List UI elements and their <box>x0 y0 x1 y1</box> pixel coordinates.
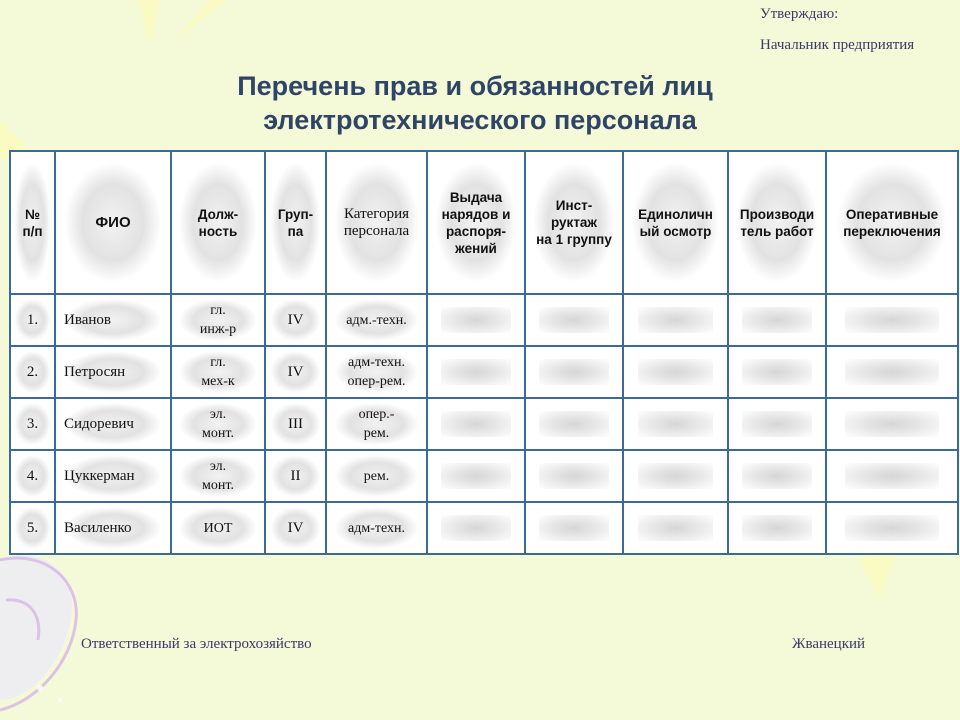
header-position: Долж- ность <box>171 151 265 294</box>
row-work-producer-cell <box>728 398 826 450</box>
row-orders-cell <box>427 502 525 554</box>
row-instruction-cell <box>525 346 623 398</box>
row-group: IV <box>265 502 326 554</box>
row-group: II <box>265 450 326 502</box>
row-name: Петросян <box>55 346 171 398</box>
row-number: 3. <box>10 398 55 450</box>
row-inspection-cell <box>623 398 728 450</box>
table-row <box>10 398 958 450</box>
row-work-producer-cell <box>728 294 826 346</box>
header-work-producer: Производи тель работ <box>728 151 826 294</box>
header-name: ФИО <box>55 151 171 294</box>
row-name: Иванов <box>55 294 171 346</box>
row-switching-cell <box>826 294 958 346</box>
row-category: рем. <box>326 450 427 502</box>
row-work-producer-cell <box>728 346 826 398</box>
header-instruction: Инст- руктаж на 1 группу <box>525 151 623 294</box>
row-category: адм-техн. <box>326 502 427 554</box>
row-group: III <box>265 398 326 450</box>
row-switching-cell <box>826 502 958 554</box>
row-orders-cell <box>427 346 525 398</box>
approval-label: Утверждаю: <box>760 6 839 22</box>
row-category: опер.- рем. <box>326 398 427 450</box>
row-name: Василенко <box>55 502 171 554</box>
row-number: 1. <box>10 294 55 346</box>
header-group: Груп- па <box>265 151 326 294</box>
row-switching-cell <box>826 450 958 502</box>
table-row <box>10 502 958 554</box>
row-group: IV <box>265 294 326 346</box>
row-work-producer-cell <box>728 450 826 502</box>
row-work-producer-cell <box>728 502 826 554</box>
row-instruction-cell <box>525 450 623 502</box>
row-inspection-cell <box>623 450 728 502</box>
row-instruction-cell <box>525 502 623 554</box>
responsible-label: Ответственный за электрохозяйство <box>81 636 312 652</box>
row-category: адм.-техн. <box>326 294 427 346</box>
table-row <box>10 346 958 398</box>
row-position: эл. монт. <box>171 398 265 450</box>
row-position: эл. монт. <box>171 450 265 502</box>
header-category: Категория персонала <box>326 151 427 294</box>
table-row <box>10 450 958 502</box>
personnel-table <box>9 150 959 555</box>
row-inspection-cell <box>623 502 728 554</box>
table-row <box>10 294 958 346</box>
page-title-line1: Перечень прав и обязанностей лиц <box>237 71 713 101</box>
row-name: Цуккерман <box>55 450 171 502</box>
row-inspection-cell <box>623 294 728 346</box>
row-instruction-cell <box>525 398 623 450</box>
row-orders-cell <box>427 450 525 502</box>
page-title-line2: электротехнического персонала <box>263 105 697 135</box>
row-category: адм-техн. опер-рем. <box>326 346 427 398</box>
row-switching-cell <box>826 346 958 398</box>
header-inspection: Единоличн ый осмотр <box>623 151 728 294</box>
row-number: 4. <box>10 450 55 502</box>
header-switching: Оперативные переключения <box>826 151 958 294</box>
header-orders: Выдача нарядов и распоря- жений <box>427 151 525 294</box>
row-orders-cell <box>427 398 525 450</box>
row-position: ИОТ <box>171 502 265 554</box>
row-group: IV <box>265 346 326 398</box>
row-name: Сидоревич <box>55 398 171 450</box>
row-position: гл. инж-р <box>171 294 265 346</box>
row-orders-cell <box>427 294 525 346</box>
row-instruction-cell <box>525 294 623 346</box>
row-inspection-cell <box>623 346 728 398</box>
responsible-name: Жванецкий <box>792 636 866 652</box>
header-number: № п/п <box>10 151 55 294</box>
row-number: 2. <box>10 346 55 398</box>
row-switching-cell <box>826 398 958 450</box>
row-position: гл. мех-к <box>171 346 265 398</box>
table-header-row <box>10 151 958 294</box>
row-number: 5. <box>10 502 55 554</box>
approval-position: Начальник предприятия <box>760 37 915 53</box>
